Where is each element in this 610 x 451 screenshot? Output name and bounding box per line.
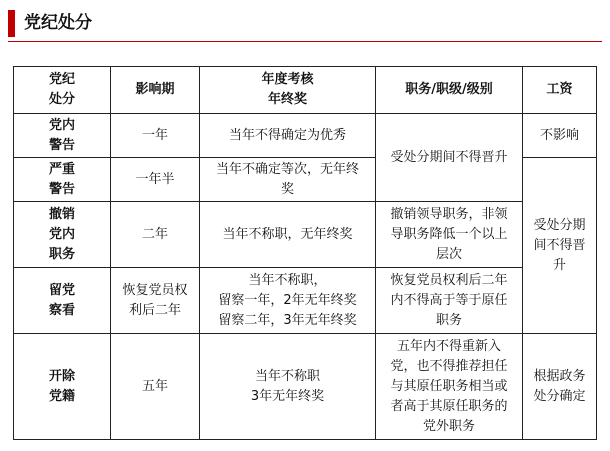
- table-row: [14, 334, 597, 440]
- assessment-cell: 当年不称职 3年无年终奖: [200, 334, 376, 440]
- category-cell: 严重 警告: [14, 158, 111, 202]
- header-divider: [8, 41, 602, 42]
- period-cell: 一年半: [111, 158, 200, 202]
- position-cell: 撤销领导职务，非领 导职务降低一个以上 层次: [376, 202, 523, 268]
- col-header-category: 党纪 处分: [14, 67, 111, 114]
- assessment-cell: 当年不称职，无年终奖: [200, 202, 376, 268]
- accent-bar: [8, 10, 15, 37]
- salary-cell: 根据政务 处分确定: [523, 334, 597, 440]
- position-cell: 恢复党员权利后二年 内不得高于等于原任 职务: [376, 268, 523, 334]
- period-cell: 二年: [111, 202, 200, 268]
- col-header-period: 影响期: [111, 67, 200, 114]
- header-row: [14, 67, 597, 114]
- category-cell: 开除 党籍: [14, 334, 111, 440]
- table-row: [14, 114, 597, 158]
- position-cell: 受处分期间不得晋升: [376, 114, 523, 202]
- assessment-cell: 当年不确定等次，无年终 奖: [200, 158, 376, 202]
- salary-cell: 受处分期 间不得晋 升: [523, 158, 597, 334]
- period-cell: 一年: [111, 114, 200, 158]
- section-title: 党纪处分: [24, 13, 92, 33]
- position-cell: 五年内不得重新入 党，也不得推荐担任 与其原任职务相当或 者高于其原任职务的 党外职务: [376, 334, 523, 440]
- col-header-position: 职务/职级/级别: [376, 67, 523, 114]
- section-header: [8, 4, 602, 42]
- col-header-salary: 工资: [523, 67, 597, 114]
- category-cell: 党内 警告: [14, 114, 111, 158]
- category-cell: 撤销 党内 职务: [14, 202, 111, 268]
- table-row: [14, 202, 597, 268]
- category-cell: 留党 察看: [14, 268, 111, 334]
- salary-cell: 不影响: [523, 114, 597, 158]
- assessment-cell: 当年不称职， 留察一年，2年无年终奖 留察二年，3年无年终奖: [200, 268, 376, 334]
- assessment-cell: 当年不得确定为优秀: [200, 114, 376, 158]
- discipline-table: [13, 66, 597, 440]
- table-row: [14, 268, 597, 334]
- period-cell: 五年: [111, 334, 200, 440]
- period-cell: 恢复党员权 利后二年: [111, 268, 200, 334]
- col-header-assessment: 年度考核 年终奖: [200, 67, 376, 114]
